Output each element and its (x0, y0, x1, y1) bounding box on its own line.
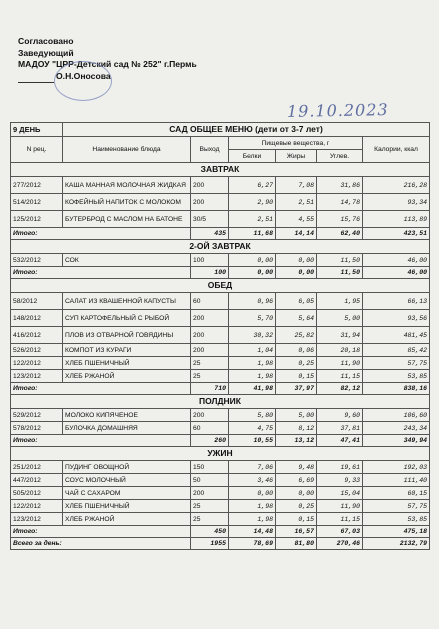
yield-value: 50 (191, 474, 229, 487)
total-yield: 710 (191, 383, 229, 395)
menu-row (11, 177, 430, 194)
section-header (11, 447, 430, 461)
carb-value: 5,00 (317, 310, 363, 327)
menu-row (11, 194, 430, 211)
total-protein: 14,48 (229, 526, 276, 538)
total-label: Итого: (11, 228, 191, 240)
carb-value: 11,15 (317, 370, 363, 383)
calories-value: 85,42 (363, 344, 430, 357)
dish-name: СОК (63, 254, 191, 267)
fat-value: 0,25 (276, 500, 317, 513)
carb-value: 20,18 (317, 344, 363, 357)
total-protein: 11,68 (229, 228, 276, 240)
section-total-row (11, 228, 430, 240)
recipe-number: 148/2012 (11, 310, 63, 327)
col-cal: Калории, ккал (363, 137, 430, 163)
fat-value: 6,69 (276, 474, 317, 487)
total-fat: 0,00 (276, 267, 317, 279)
dish-name: ХЛЕБ ПШЕНИЧНЫЙ (63, 357, 191, 370)
total-label: Итого: (11, 526, 191, 538)
col-rec: N рец. (11, 137, 63, 163)
carb-value: 14,78 (317, 194, 363, 211)
recipe-number: 277/2012 (11, 177, 63, 194)
grand-total-fat: 81,80 (276, 538, 317, 550)
carb-value: 19,61 (317, 461, 363, 474)
section-total-row (11, 526, 430, 538)
protein-value: 5,70 (229, 310, 276, 327)
calories-value: 66,13 (363, 293, 430, 310)
calories-value: 60,15 (363, 487, 430, 500)
dish-name: ХЛЕБ РЖАНОЙ (63, 513, 191, 526)
dish-name: ПУДИНГ ОВОЩНОЙ (63, 461, 191, 474)
carb-value: 11,50 (317, 254, 363, 267)
calories-value: 243,34 (363, 422, 430, 435)
director-name: О.Н.Оносова (56, 70, 111, 81)
recipe-number: 251/2012 (11, 461, 63, 474)
col-nutrients: Пищевые вещества, г (229, 137, 363, 150)
protein-value: 4,75 (229, 422, 276, 435)
menu-row (11, 344, 430, 357)
fat-value: 5,64 (276, 310, 317, 327)
protein-value: 0,00 (229, 254, 276, 267)
menu-row (11, 357, 430, 370)
calories-value: 106,60 (363, 409, 430, 422)
calories-value: 93,56 (363, 310, 430, 327)
section-title: ЗАВТРАК (11, 163, 430, 177)
total-yield: 450 (191, 526, 229, 538)
carb-value: 9,60 (317, 409, 363, 422)
yield-value: 100 (191, 254, 229, 267)
menu-title: САД ОБЩЕЕ МЕНЮ (дети от 3-7 лет) (63, 123, 430, 137)
grand-total-carb: 270,46 (317, 538, 363, 550)
section-title: 2-ОЙ ЗАВТРАК (11, 240, 430, 254)
grand-total-calories: 2132,79 (363, 538, 430, 550)
yield-value: 200 (191, 327, 229, 344)
section-title: ПОЛДНИК (11, 395, 430, 409)
protein-value: 6,27 (229, 177, 276, 194)
calories-value: 192,03 (363, 461, 430, 474)
dish-name: БУТЕРБРОД С МАСЛОМ НА БАТОНЕ (63, 211, 191, 228)
protein-value: 1,98 (229, 500, 276, 513)
menu-row (11, 327, 430, 344)
dish-name: САЛАТ ИЗ КВАШЕННОЙ КАПУСТЫ (63, 293, 191, 310)
section-header (11, 240, 430, 254)
total-calories: 838,16 (363, 383, 430, 395)
menu-table (10, 122, 430, 550)
handwritten-date: 19.10.2023 (286, 100, 389, 121)
fat-value: 5,00 (276, 409, 317, 422)
recipe-number: 123/2012 (11, 370, 63, 383)
carb-value: 1,95 (317, 293, 363, 310)
fat-value: 8,12 (276, 422, 317, 435)
fat-value: 0,00 (276, 487, 317, 500)
total-carb: 11,50 (317, 267, 363, 279)
carb-value: 37,81 (317, 422, 363, 435)
grand-total-yield: 1955 (191, 538, 229, 550)
grand-total-row (11, 538, 430, 550)
recipe-number: 514/2012 (11, 194, 63, 211)
dish-name: КОФЕЙНЫЙ НАПИТОК С МОЛОКОМ (63, 194, 191, 211)
carb-value: 11,15 (317, 513, 363, 526)
col-fat: Жиры (276, 150, 317, 163)
section-title: УЖИН (11, 447, 430, 461)
menu-row (11, 474, 430, 487)
approval-line-2: Заведующий (18, 47, 74, 58)
total-label: Итого: (11, 435, 191, 447)
dish-name: СУП КАРТОФЕЛЬНЫЙ С РЫБОЙ (63, 310, 191, 327)
fat-value: 0,15 (276, 513, 317, 526)
menu-row (11, 500, 430, 513)
yield-value: 200 (191, 194, 229, 211)
menu-row (11, 254, 430, 267)
yield-value: 25 (191, 513, 229, 526)
total-calories: 46,00 (363, 267, 430, 279)
calories-value: 46,00 (363, 254, 430, 267)
protein-value: 2,90 (229, 194, 276, 211)
yield-value: 25 (191, 357, 229, 370)
total-fat: 14,14 (276, 228, 317, 240)
section-total-row (11, 383, 430, 395)
recipe-number: 123/2012 (11, 513, 63, 526)
yield-value: 30/5 (191, 211, 229, 228)
yield-value: 200 (191, 409, 229, 422)
total-calories: 475,18 (363, 526, 430, 538)
carb-value: 15,04 (317, 487, 363, 500)
section-header (11, 395, 430, 409)
total-protein: 0,00 (229, 267, 276, 279)
section-total-row (11, 435, 430, 447)
dish-name: МОЛОКО КИПЯЧЕНОЕ (63, 409, 191, 422)
total-yield: 435 (191, 228, 229, 240)
dish-name: КАША МАННАЯ МОЛОЧНАЯ ЖИДКАЯ (63, 177, 191, 194)
dish-name: ХЛЕБ РЖАНОЙ (63, 370, 191, 383)
section-total-row (11, 267, 430, 279)
yield-value: 25 (191, 500, 229, 513)
yield-value: 60 (191, 422, 229, 435)
protein-value: 5,80 (229, 409, 276, 422)
calories-value: 216,28 (363, 177, 430, 194)
fat-value: 0,15 (276, 370, 317, 383)
seal-stamp (54, 61, 112, 101)
total-carb: 67,03 (317, 526, 363, 538)
total-calories: 349,94 (363, 435, 430, 447)
yield-value: 200 (191, 344, 229, 357)
fat-value: 0,25 (276, 357, 317, 370)
fat-value: 9,48 (276, 461, 317, 474)
fat-value: 0,06 (276, 344, 317, 357)
fat-value: 0,00 (276, 254, 317, 267)
fat-value: 4,55 (276, 211, 317, 228)
menu-row (11, 487, 430, 500)
protein-value: 1,98 (229, 370, 276, 383)
carb-value: 11,90 (317, 500, 363, 513)
col-carb: Углев. (317, 150, 363, 163)
yield-value: 200 (191, 487, 229, 500)
section-header (11, 163, 430, 177)
recipe-number: 529/2012 (11, 409, 63, 422)
menu-row (11, 461, 430, 474)
calories-value: 111,40 (363, 474, 430, 487)
calories-value: 53,85 (363, 370, 430, 383)
yield-value: 200 (191, 177, 229, 194)
yield-value: 60 (191, 293, 229, 310)
recipe-number: 578/2012 (11, 422, 63, 435)
total-yield: 260 (191, 435, 229, 447)
yield-value: 150 (191, 461, 229, 474)
total-protein: 10,55 (229, 435, 276, 447)
menu-row (11, 293, 430, 310)
col-name: Наименование блюда (63, 137, 191, 163)
calories-value: 57,75 (363, 357, 430, 370)
fat-value: 2,51 (276, 194, 317, 211)
recipe-number: 122/2012 (11, 500, 63, 513)
section-title: ОБЕД (11, 279, 430, 293)
total-carb: 62,40 (317, 228, 363, 240)
total-calories: 423,51 (363, 228, 430, 240)
day-label: 9 ДЕНЬ (11, 123, 63, 137)
total-fat: 16,57 (276, 526, 317, 538)
protein-value: 7,06 (229, 461, 276, 474)
carb-value: 31,94 (317, 327, 363, 344)
calories-value: 57,75 (363, 500, 430, 513)
recipe-number: 526/2012 (11, 344, 63, 357)
fat-value: 25,82 (276, 327, 317, 344)
protein-value: 0,96 (229, 293, 276, 310)
yield-value: 200 (191, 310, 229, 327)
protein-value: 3,46 (229, 474, 276, 487)
protein-value: 0,00 (229, 487, 276, 500)
calories-value: 93,34 (363, 194, 430, 211)
menu-row (11, 513, 430, 526)
calories-value: 113,89 (363, 211, 430, 228)
fat-value: 6,05 (276, 293, 317, 310)
carb-value: 15,76 (317, 211, 363, 228)
calories-value: 481,45 (363, 327, 430, 344)
dish-name: ПЛОВ ИЗ ОТВАРНОЙ ГОВЯДИНЫ (63, 327, 191, 344)
approval-line-3: МАДОУ "ЦРР-Детский сад № 252" г.Пермь (18, 59, 197, 70)
fat-value: 7,08 (276, 177, 317, 194)
total-fat: 37,97 (276, 383, 317, 395)
col-yield: Выход (191, 137, 229, 163)
dish-name: БУЛОЧКА ДОМАШНЯЯ (63, 422, 191, 435)
menu-row (11, 409, 430, 422)
menu-row (11, 310, 430, 327)
total-carb: 47,41 (317, 435, 363, 447)
dish-name: ХЛЕБ ПШЕНИЧНЫЙ (63, 500, 191, 513)
carb-value: 11,90 (317, 357, 363, 370)
protein-value: 2,51 (229, 211, 276, 228)
recipe-number: 505/2012 (11, 487, 63, 500)
total-fat: 13,12 (276, 435, 317, 447)
section-header (11, 279, 430, 293)
approval-line-1: Согласовано (18, 36, 74, 46)
total-protein: 41,98 (229, 383, 276, 395)
recipe-number: 125/2012 (11, 211, 63, 228)
recipe-number: 58/2012 (11, 293, 63, 310)
col-prot: Белки (229, 150, 276, 163)
total-yield: 100 (191, 267, 229, 279)
protein-value: 1,04 (229, 344, 276, 357)
protein-value: 30,32 (229, 327, 276, 344)
grand-total-label: Всего за день: (11, 538, 191, 550)
header-row (11, 137, 430, 150)
total-carb: 82,12 (317, 383, 363, 395)
menu-row (11, 422, 430, 435)
recipe-number: 532/2012 (11, 254, 63, 267)
protein-value: 1,98 (229, 357, 276, 370)
signature-line (18, 71, 54, 84)
yield-value: 25 (191, 370, 229, 383)
recipe-number: 447/2012 (11, 474, 63, 487)
protein-value: 1,98 (229, 513, 276, 526)
calories-value: 53,85 (363, 513, 430, 526)
carb-value: 31,86 (317, 177, 363, 194)
recipe-number: 122/2012 (11, 357, 63, 370)
recipe-number: 416/2012 (11, 327, 63, 344)
total-label: Итого: (11, 267, 191, 279)
menu-row (11, 370, 430, 383)
menu-row (11, 211, 430, 228)
carb-value: 9,33 (317, 474, 363, 487)
dish-name: ЧАЙ С САХАРОМ (63, 487, 191, 500)
dish-name: СОУС МОЛОЧНЫЙ (63, 474, 191, 487)
dish-name: КОМПОТ ИЗ КУРАГИ (63, 344, 191, 357)
title-row (11, 123, 430, 137)
grand-total-protein: 78,69 (229, 538, 276, 550)
total-label: Итого: (11, 383, 191, 395)
